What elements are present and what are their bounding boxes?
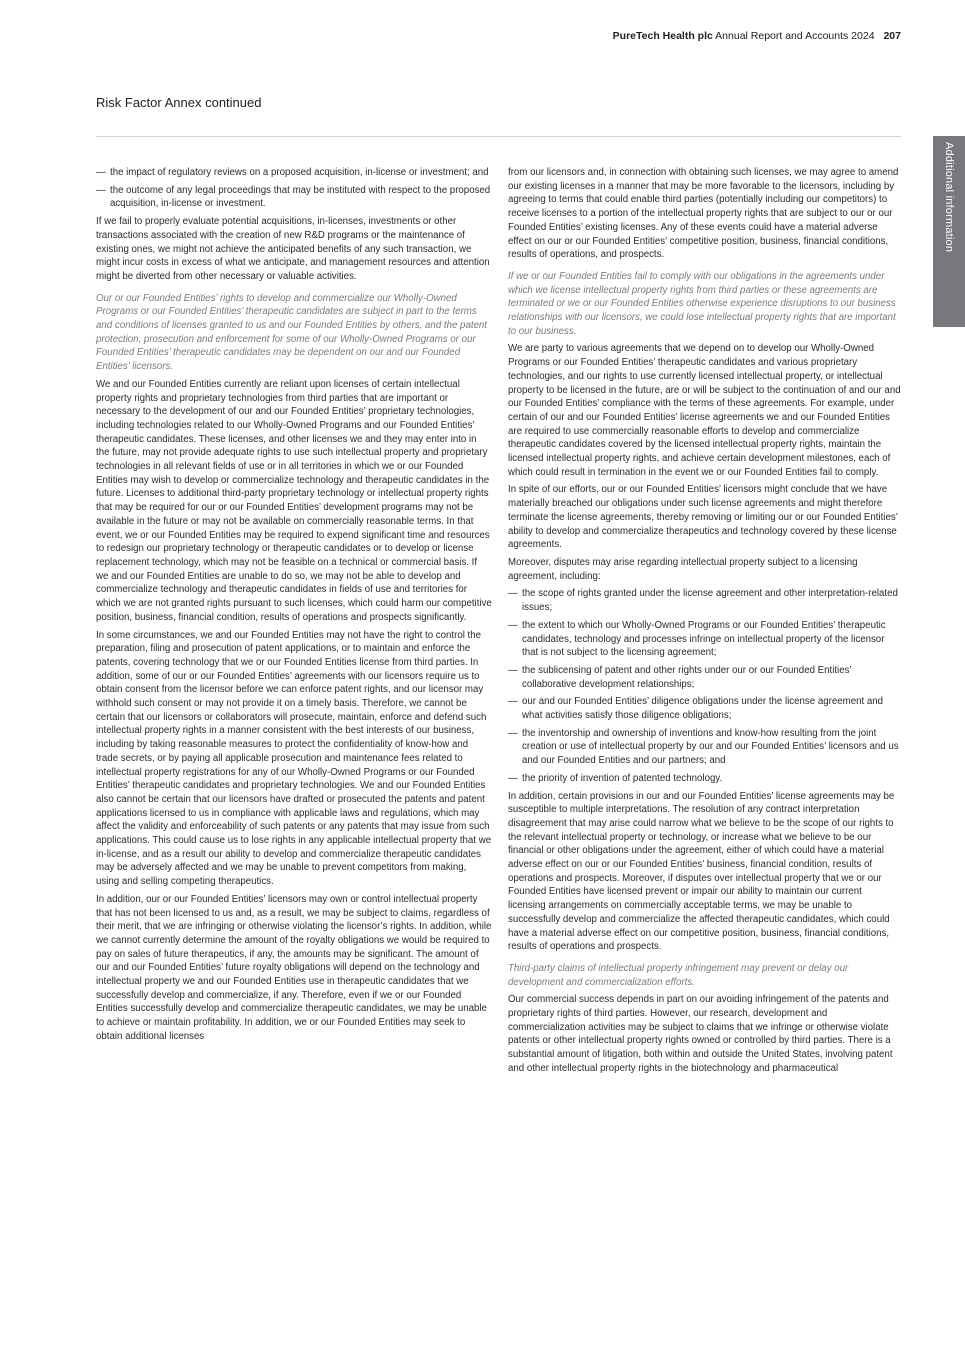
list-item: — our and our Founded Entities’ diligence obligations under the license agreement and what activities satisfy those diligence obligations; [508,696,884,722]
side-tab-label: Additional information [943,142,955,253]
paragraph: Moreover, disputes may arise regarding intellectual property subject to a licensing agreement, including: [508,556,858,582]
list-item: — the sublicensing of patent and other rights under our or our Founded Entities’ collaborative development relationships; [508,664,852,690]
right-column [508,166,902,1080]
list-item-text: the impact of regulatory reviews on a proposed acquisition, in-license or investment; and [110,167,489,178]
risk-heading: If we or our Founded Entities fail to comply with our obligations in the agreements under which we license intellectual property rights from third parties or these agreements are terminated or we or our Founded Entities otherwise experience disruptions to our business relationships with our licensors, we could lose intellectual property rights that are important to our business. [508,270,896,337]
paragraph: In some circumstances, we and our Founded Entities may not have the right to control the preparation, filing and prosecution of patent applications, or to maintain and enforce the patents, covering technology that we or our Founded Entities license from third parties. In addition, some of our or our Founded Entities’ agreements with our licensors require us to obtain consent from the licensor before we can enforce patent rights, and our licensor may withhold such consent or may not provide it on a timely basis. Therefore, we cannot be certain that our licensors or collaborators will prosecute, maintain, enforce and defend such intellectual property rights in a manner consistent with the best interests of our business, including by taking reasonable measures to protect the confidentiality of know-how and trade secrets, or by paying all applicable prosecution and maintenance fees related to intellectual property registrations for any of our Wholly-Owned Programs or our Founded Entities’ therapeutic candidates and proprietary technologies. We and our Founded Entities also cannot be certain that our licensors have drafted or prosecuted the patents and patent applications licensed to us in compliance with applicable laws and regulations, which may affect the validity and enforceability of such patents or any patents that may issue from such applications. This could cause us to lose rights in any applicable intellectual property that we in-license, and as a result our ability to develop and commercialize therapeutic candidates may be adversely affected and we may be unable to prevent competitors from making, using and selling competing therapeutics. [96,629,492,888]
section-title: Risk Factor Annex continued [96,95,262,110]
header-divider [96,136,901,137]
brand-name: PureTech Health plc [612,30,713,42]
paragraph: In spite of our efforts, our or our Founded Entities’ licensors might conclude that we have materially breached our obligations under such license agreements and might therefore terminate the license agreements, thereby removing or limiting our or our Founded Entities’ ability to develop and commercialize therapeutics and technology covered by these license agreements. [508,484,898,551]
paragraph: In addition, certain provisions in our and our Founded Entities’ license agreements may be susceptible to multiple interpretations. The resolution of any contract interpretation disagreement that may arise could narrow what we believe to be the scope of our rights to the relevant intellectual property or technology, or increase what we believe to be our financial or other obligations under the agreement, either of which could have a material adverse effect on our or our Founded Entities’ business, financial condition, results of operations and prospects. Moreover, if disputes over intellectual property that we or our Founded Entities have licensed prevent or impair our ability to maintain our current licensing arrangements on commercially acceptable terms, we may be unable to successfully develop and commercialize the affected therapeutic candidates, which could have a material adverse effect on our competitive position, business, financial conditions, results of operations and prospects. [508,790,895,953]
risk-heading: Third-party claims of intellectual property infringement may prevent or delay our development and commercialization efforts. [508,962,849,988]
left-column [96,166,492,1048]
paragraph: We and our Founded Entities currently are reliant upon licenses of certain intellectual property rights and proprietary technologies from third parties that are important or necessary to the development of our and our Founded Entities’ proprietary technologies, including technologies related to our Wholly-Owned Programs and our Founded Entities’ therapeutic candidates. These licenses, and other licenses we and they may enter into in the future, may not provide adequate rights to use such intellectual property and proprietary technologies in all relevant fields of use or in all territories in which we or our Founded Entities may wish to develop or commercialize technology and therapeutic candidates in the future. Licenses to additional third-party proprietary technology or intellectual property rights that may be required for our or our Founded Entities’ development programs may not be available in the future or may not be available on commercially reasonable terms. In that event, we or our Founded Entities may be required to expend significant time and resources to redesign our proprietary technology or therapeutic candidates or to develop or license replacement technology, which may not be feasible on a technical or commercial basis. If we and our Founded Entities are unable to do so, we may not be able to develop and commercialize technology and therapeutic candidates in fields of use and territories for which we are not granted rights pursuant to such licenses, which could harm our competitive position, business, financial condition, results of operations and prospects significantly. [96,378,492,623]
list-item-text: our and our Founded Entities’ diligence obligations under the license agreement and what activities satisfy those diligence obligations; [522,696,884,722]
bullet-list [96,166,492,211]
paragraph: from our licensors and, in connection with obtaining such licenses, we may agree to amend our existing licenses in a manner that may be more favorable to the licensors, including by agreeing to terms that could enable third parties (potentially including our competitors) to receive licenses to a portion of the intellectual property rights that are subject to our or our Founded Entities’ existing licenses. Any of these events could have a material adverse effect on our or our Founded Entities’ competitive position, business, financial conditions, results of operations, and prospects. [508,167,899,261]
paragraph: We are party to various agreements that we depend on to develop our Wholly-Owned Programs or our Founded Entities’ therapeutic candidates and various proprietary technologies, and our rights to use currently licensed intellectual property, or intellectual property to be licensed in the future, are or will be subject to the continuation of and our and our Founded Entities’ compliance with the terms of these agreements. For example, under certain of our and our Founded Entities’ license agreements we and our Founded Entities are required to use commercially reasonable efforts to develop and commercialize therapeutic candidates covered by the licensed intellectual property rights, maintain the licensed intellectual property rights, and achieve certain development milestones, each of which could result in termination in the event we or our Founded Entities fail to comply. [508,343,901,478]
list-item: — the outcome of any legal proceedings that may be instituted with respect to the proposed acquisition, in-license or investment. [96,184,491,210]
list-item-text: the inventorship and ownership of inventions and know-how resulting from the joint creation or use of intellectual property by our and our Founded Entities’ licensors and us and our Founded Entities and our partners; and [522,727,899,767]
list-item-text: the outcome of any legal proceedings that may be instituted with respect to the proposed acquisition, in-license or investment. [110,184,491,210]
list-item-text: the extent to which our Wholly-Owned Programs or our Founded Entities’ therapeutic candidates, technology and processes infringe on intellectual property of the licensor that is not subject to the licensing agreement; [522,619,886,659]
list-item: — the impact of regulatory reviews on a proposed acquisition, in-license or investment; and [96,167,489,178]
list-item: — the priority of invention of patented technology. [508,772,723,784]
list-item-text: the scope of rights granted under the license agreement and other interpretation-related issues; [522,588,898,614]
list-item-text: the sublicensing of patent and other rights under our or our Founded Entities’ collaborative development relationships; [522,664,852,690]
list-item: — the inventorship and ownership of inventions and know-how resulting from the joint creation or use of intellectual property by our and our Founded Entities’ licensors and us and our Founded Entities and our partners; and [508,727,899,767]
running-header [613,30,901,42]
side-tab [933,136,965,327]
paragraph: In addition, our or our Founded Entities’ licensors may own or control intellectual property that has not been licensed to us and, as a result, we may be subject to claims, regardless of their merit, that we are infringing or otherwise violating the licensor’s rights. In addition, while we cannot currently determine the amount of the royalty obligations we would be required to pay on sales of future therapeutics, if any, the amounts may be significant. The amount of our and our Founded Entities’ future royalty obligations will depend on the technology and intellectual property we and our Founded Entities use in therapeutic candidates that we successfully develop and commercialize, if any. Therefore, even if we or our Founded Entities successfully develop and commercialize therapeutic candidates, we may be unable to achieve or maintain profitability. In addition, we or our Founded Entities may seek to obtain additional licenses [96,893,492,1042]
list-item-text: the priority of invention of patented technology. [522,772,723,784]
bullet-list [508,587,902,785]
paragraph: Our commercial success depends in part on our avoiding infringement of the patents and proprietary rights of third parties. However, our research, development and commercialization activities may be subject to claims that we infringe or otherwise violate patents or other intellectual property rights owned or controlled by third parties. There is a substantial amount of litigation, both within and outside the United States, involving patent and other intellectual property rights in the biotechnology and pharmaceutical [508,994,893,1074]
paragraph: If we fail to properly evaluate potential acquisitions, in-licenses, investments or other transactions associated with the creation of new R&D programs or the maintenance of existing ones, we might not achieve the anticipated benefits of any such transaction, we might incur costs in excess of what we anticipate, and management resources and attention might be diverted from other necessary or valuable activities. [96,216,490,282]
report-title: Annual Report and Accounts 2024 [715,30,875,42]
list-item: — the extent to which our Wholly-Owned Programs or our Founded Entities’ therapeutic candidates, technology and processes infringe on intellectual property of the licensor that is not subject to the licensing agreement; [508,619,886,659]
page-number: 207 [883,30,901,42]
list-item: — the scope of rights granted under the license agreement and other interpretation-related issues; [508,588,898,614]
risk-heading: Our or our Founded Entities’ rights to develop and commercialize our Wholly-Owned Programs or our Founded Entities’ therapeutic candidates are subject in part to the terms and conditions of licenses granted to us and our Founded Entities by others, and the patent protection, prosecution and enforcement for some of our Wholly-Owned Programs or our Founded Entities’ therapeutic candidates may be dependent on our and our Founded Entities’ licensors. [96,292,487,373]
